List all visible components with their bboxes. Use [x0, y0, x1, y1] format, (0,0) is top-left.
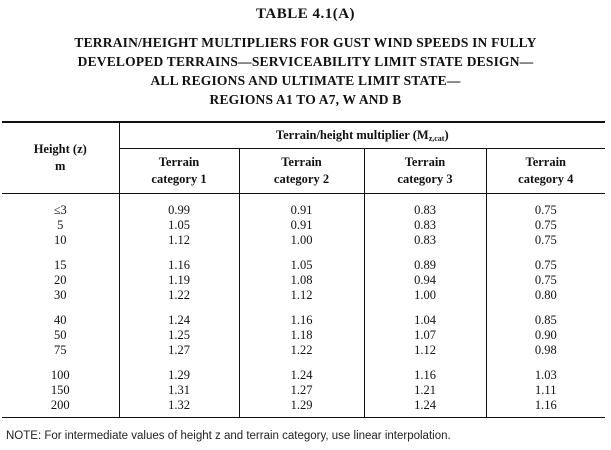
- category-header-line: Terrain: [281, 155, 322, 169]
- value-cell: 1.00: [239, 233, 364, 248]
- table-row: [2, 343, 605, 358]
- table-row: [2, 328, 605, 343]
- caption-line: DEVELOPED TERRAINS—SERVICEABILITY LIMIT STATE DESIGN—: [77, 54, 534, 69]
- category-header-1: [119, 149, 239, 194]
- value-cell: 0.80: [486, 288, 605, 303]
- height-cell: 5: [57, 218, 64, 232]
- value-cell: 1.19: [119, 273, 239, 288]
- height-column-header: [2, 122, 119, 194]
- value-cell: 0.91: [239, 218, 364, 233]
- table-note: NOTE: For intermediate values of height z and terrain category, use linear interpolation.: [6, 430, 451, 442]
- value-cell: 0.99: [119, 194, 239, 219]
- caption-line: ALL REGIONS AND ULTIMATE LIMIT STATE—: [150, 73, 461, 88]
- value-cell: 0.85: [486, 303, 605, 328]
- value-cell: 1.22: [119, 288, 239, 303]
- value-cell: 1.22: [239, 343, 364, 358]
- value-cell: 1.05: [239, 248, 364, 273]
- value-cell: 1.11: [486, 383, 605, 398]
- value-cell: 1.27: [239, 383, 364, 398]
- value-cell: 1.08: [239, 273, 364, 288]
- category-header-line: category 2: [273, 172, 330, 186]
- category-header-line: category 1: [151, 172, 207, 186]
- value-cell: 1.27: [119, 343, 239, 358]
- table-row: [2, 398, 605, 418]
- value-cell: 0.75: [486, 248, 605, 273]
- value-cell: 0.94: [364, 273, 486, 288]
- group-label: Terrain/height multiplier (M: [275, 128, 429, 142]
- category-header-3: [364, 149, 486, 194]
- value-cell: 1.21: [364, 383, 486, 398]
- height-label: Height (z): [33, 142, 87, 156]
- value-cell: 1.25: [119, 328, 239, 343]
- table-caption: [0, 33, 611, 109]
- value-cell: 0.75: [486, 273, 605, 288]
- multiplier-table: [2, 121, 605, 418]
- multiplier-group-header: [119, 122, 605, 149]
- value-cell: 1.24: [364, 398, 486, 418]
- value-cell: 1.04: [364, 303, 486, 328]
- value-cell: 0.98: [486, 343, 605, 358]
- table-row: [2, 218, 605, 233]
- value-cell: 1.29: [119, 358, 239, 383]
- value-cell: 1.16: [239, 303, 364, 328]
- table-row: [2, 194, 605, 219]
- value-cell: 1.29: [239, 398, 364, 418]
- value-cell: 0.91: [239, 194, 364, 219]
- category-header-line: Terrain: [404, 155, 446, 169]
- value-cell: 0.75: [486, 218, 605, 233]
- table-row: [2, 233, 605, 248]
- height-cell: 30: [54, 288, 67, 302]
- table-row: [2, 303, 605, 328]
- height-cell: 200: [2, 398, 119, 418]
- category-header-2: [239, 149, 364, 194]
- height-cell: 20: [54, 273, 67, 287]
- height-cell: 150: [50, 383, 70, 397]
- value-cell: 1.16: [119, 248, 239, 273]
- value-cell: 1.07: [364, 328, 486, 343]
- height-cell: 100: [50, 368, 70, 382]
- category-header-line: Terrain: [158, 155, 200, 169]
- height-cell: ≤3: [53, 203, 67, 217]
- value-cell: 1.16: [364, 358, 486, 383]
- value-cell: 1.31: [119, 383, 239, 398]
- value-cell: 1.16: [486, 398, 605, 418]
- value-cell: 0.90: [486, 328, 605, 343]
- height-cell: 50: [54, 328, 67, 342]
- value-cell: 1.03: [486, 358, 605, 383]
- height-cell: 75: [54, 343, 67, 357]
- value-cell: 1.12: [119, 233, 239, 248]
- category-header-4: [486, 149, 605, 194]
- height-cell: 15: [54, 258, 67, 272]
- category-header-line: category 4: [518, 172, 574, 186]
- category-header-line: Terrain: [525, 155, 567, 169]
- caption-line: TERRAIN/HEIGHT MULTIPLIERS FOR GUST WIND SPEEDS IN FULLY: [74, 35, 537, 50]
- table-row: [2, 358, 605, 383]
- value-cell: 1.18: [239, 328, 364, 343]
- value-cell: 1.24: [119, 303, 239, 328]
- value-cell: 0.83: [364, 194, 486, 219]
- caption-line: REGIONS A1 TO A7, W AND B: [209, 92, 402, 107]
- value-cell: 0.75: [486, 194, 605, 219]
- value-cell: 1.32: [119, 398, 239, 418]
- height-unit: m: [55, 159, 66, 173]
- group-close: ): [444, 128, 449, 142]
- height-cell: 10: [54, 233, 67, 247]
- group-subscript: z,cat: [428, 134, 445, 143]
- value-cell: 0.83: [364, 218, 486, 233]
- height-cell: 40: [54, 313, 67, 327]
- table-number: TABLE 4.1(A): [255, 6, 356, 22]
- value-cell: 1.24: [239, 358, 364, 383]
- category-header-line: category 3: [397, 172, 453, 186]
- value-cell: 0.83: [364, 233, 486, 248]
- value-cell: 1.00: [364, 288, 486, 303]
- value-cell: 1.05: [119, 218, 239, 233]
- value-cell: 1.12: [364, 343, 486, 358]
- value-cell: 1.12: [239, 288, 364, 303]
- table-row: [2, 248, 605, 273]
- table-row: [2, 288, 605, 303]
- value-cell: 0.89: [364, 248, 486, 273]
- table-row: [2, 383, 605, 398]
- value-cell: 0.75: [486, 233, 605, 248]
- table-row: [2, 273, 605, 288]
